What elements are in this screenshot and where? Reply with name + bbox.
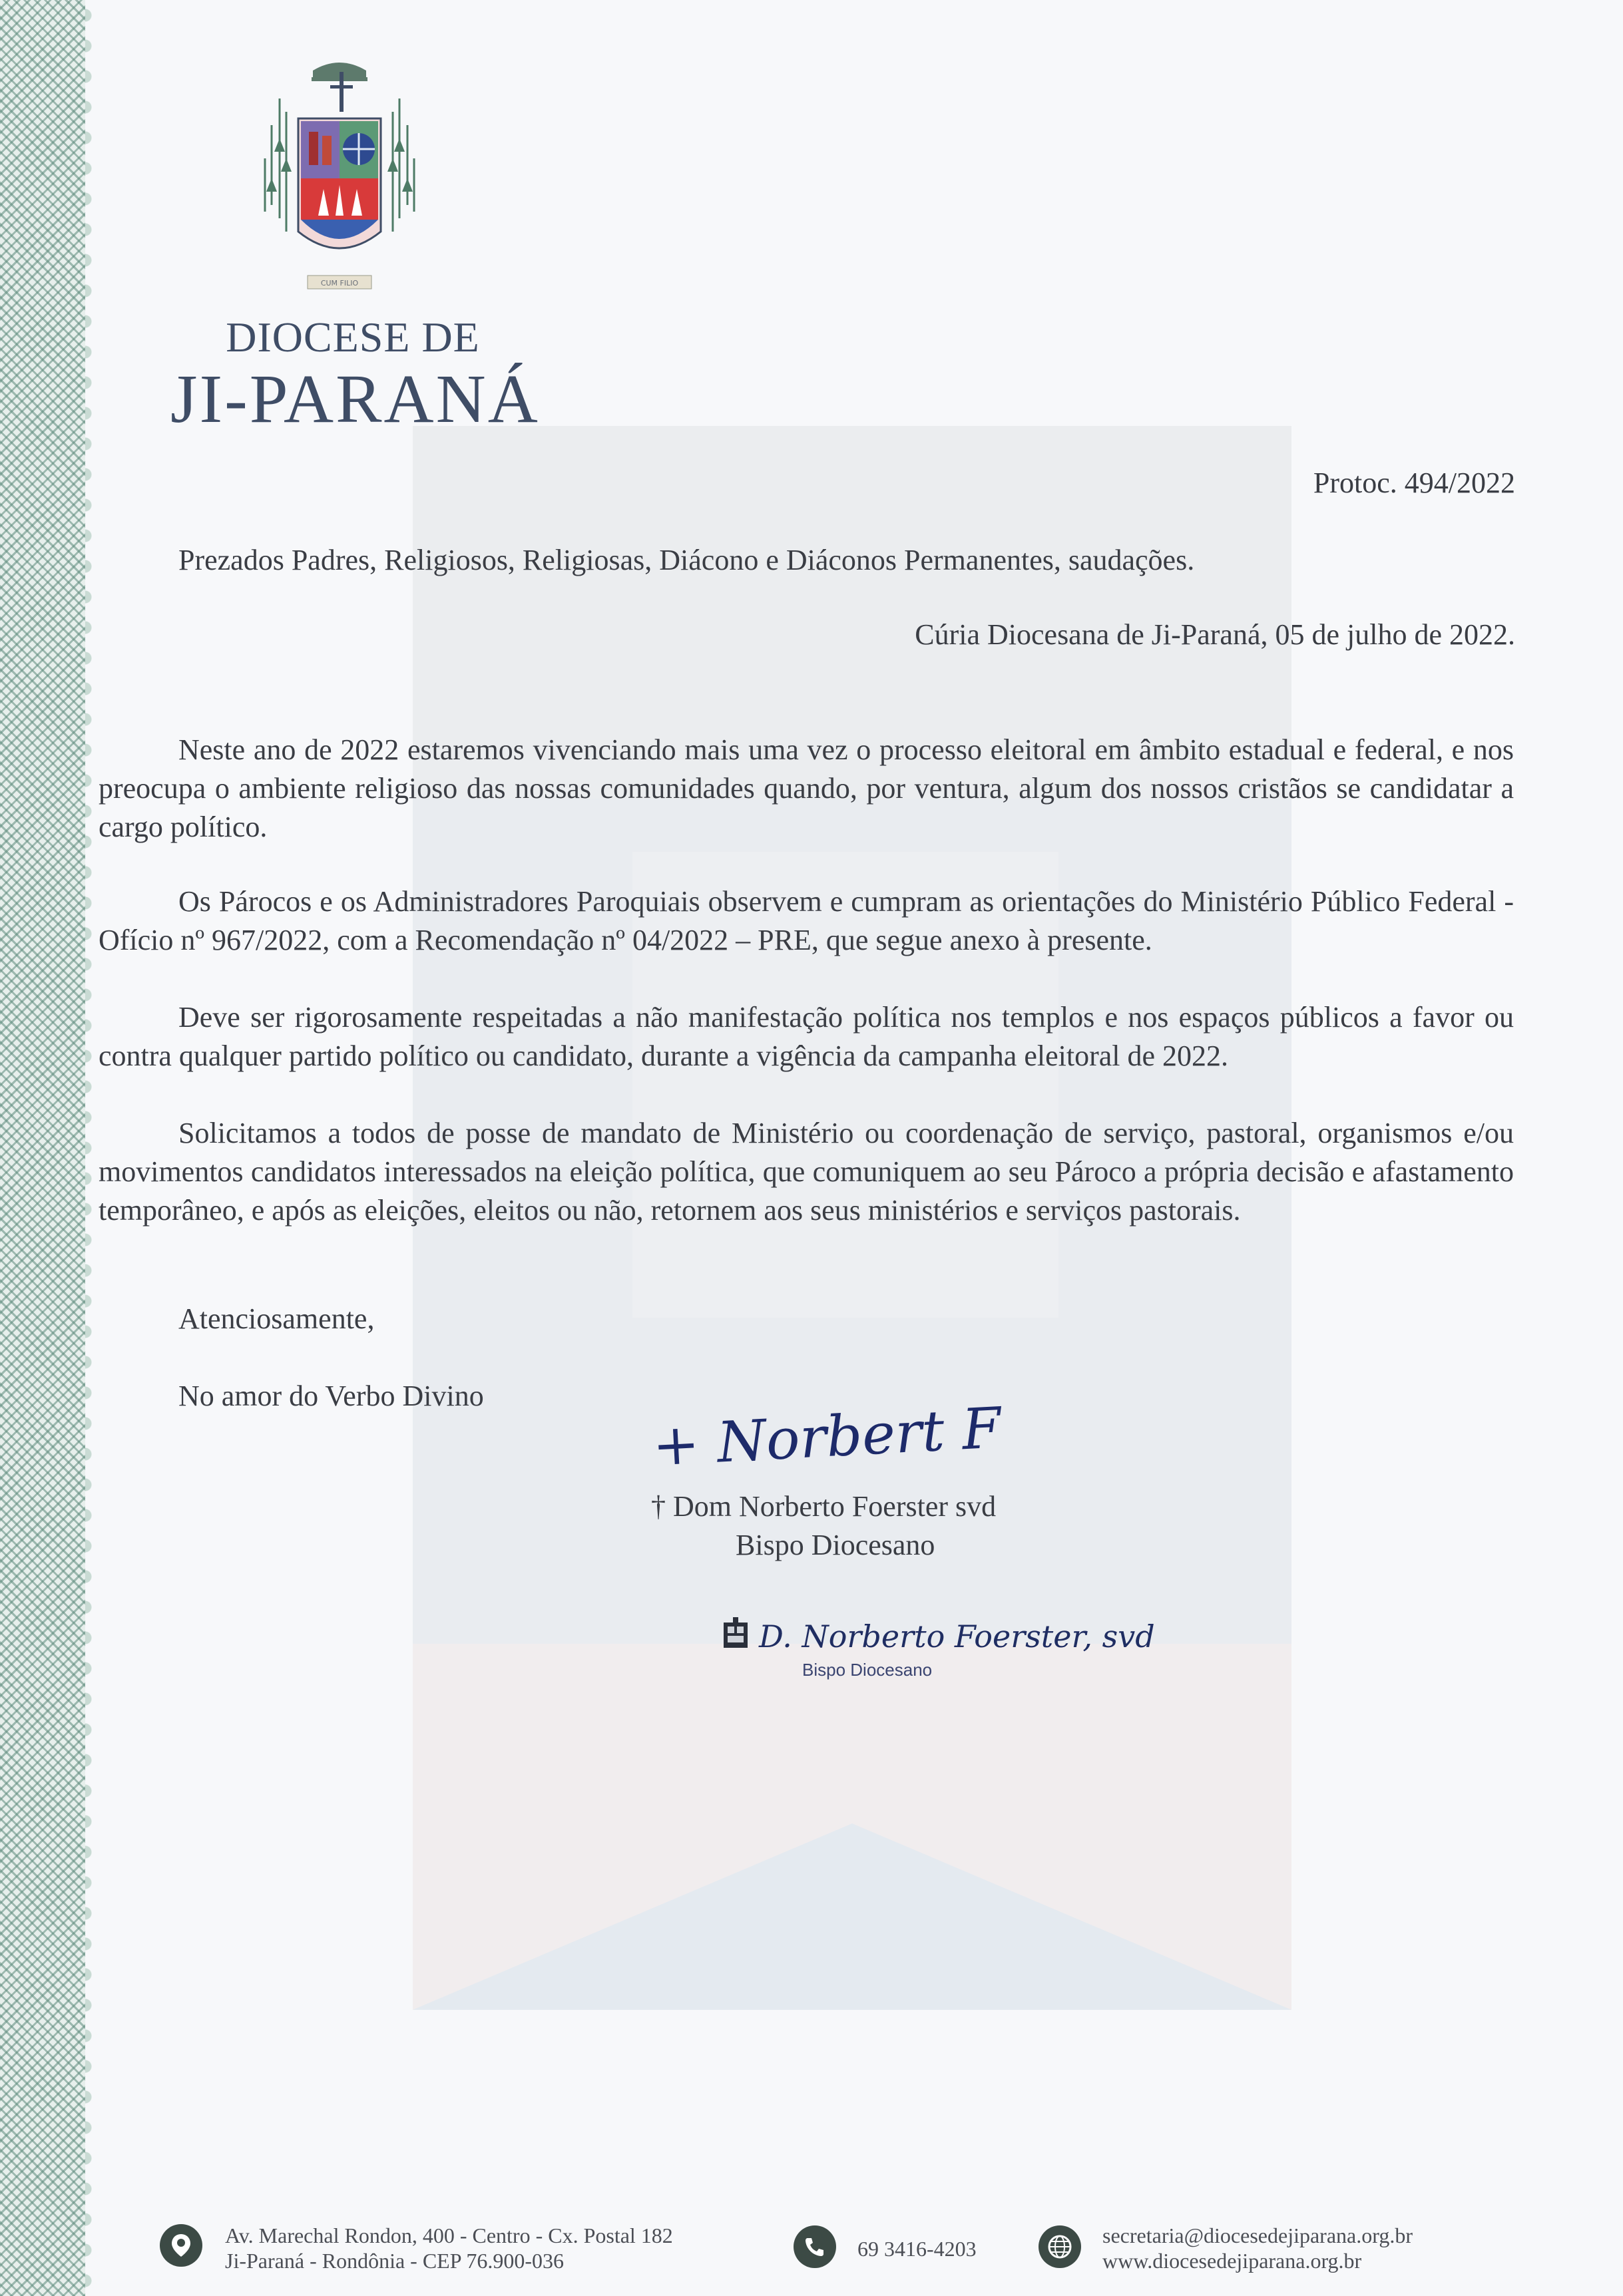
signatory-name: † Dom Norberto Foerster svd	[651, 1490, 997, 1523]
footer-phone: 69 3416-4203	[857, 2237, 977, 2261]
diocese-name: JI-PARANÁ	[170, 361, 540, 437]
closing-salutation: Atenciosamente,	[178, 1302, 375, 1335]
greeting: Prezados Padres, Religiosos, Religiosas, Diácono e Diáconos Permanentes, saudações.	[178, 544, 1195, 576]
phone-icon	[794, 2225, 836, 2268]
footer-address-line: Ji-Paraná - Rondônia - CEP 76.900-036	[225, 2249, 564, 2273]
paragraph: Os Párocos e os Administradores Paroquiais observem e cumpram as orientações do Ministério Público Federal - Ofício nº 967/2022, com a Recomendação nº 04/2022 – PRE, que segue anexo à presente.	[99, 885, 1514, 956]
footer-contacts	[1102, 2223, 1413, 2273]
paragraph: Solicitamos a todos de posse de mandato de Ministério ou coordenação de serviço, pastoral, organismos e/ou movimentos candidatos interessados na eleição política, que comuniquem ao seu Pároco a própria decisão e afastamento temporâneo, e após as eleições, eleitos ou não, retornem aos seus ministérios e serviços pastorais.	[99, 1117, 1514, 1227]
globe-icon	[1039, 2225, 1081, 2268]
svg-text:CUM FILIO: CUM FILIO	[320, 279, 359, 287]
paragraph: Neste ano de 2022 estaremos vivenciando mais uma vez o processo eleitoral em âmbito estadual e federal, e nos preocupa o ambiente religioso das nossas comunidades quando, por ventura, algum dos nossos cristãos se candidatar a cargo político.	[99, 733, 1514, 843]
decorative-border	[0, 0, 85, 2296]
handwritten-signature: + Norbert F	[650, 1395, 1003, 1479]
stamp-role: Bispo Diocesano	[802, 1660, 933, 1680]
place-date: Cúria Diocesana de Ji-Paraná, 05 de julho de 2022.	[915, 618, 1515, 651]
footer-address-line: Av. Marechal Rondon, 400 - Centro - Cx. Postal 182	[225, 2223, 673, 2247]
signatory-title: Bispo Diocesano	[736, 1529, 935, 1561]
closing-phrase: No amor do Verbo Divino	[178, 1380, 484, 1412]
decorative-border-edge	[85, 0, 99, 2296]
location-pin-icon	[160, 2224, 202, 2267]
diocese-crest-logo	[240, 59, 439, 311]
footer-email: secretaria@diocesedejiparana.org.br	[1102, 2223, 1413, 2247]
diocese-label: DIOCESE DE	[226, 313, 480, 361]
footer-website: www.diocesedejiparana.org.br	[1102, 2249, 1362, 2273]
stamp-crest-icon	[722, 1617, 749, 1649]
protocol-number: Protoc. 494/2022	[1313, 467, 1515, 499]
stamp-name: D. Norberto Foerster, svd	[759, 1619, 1155, 1654]
paragraph: Deve ser rigorosamente respeitadas a não manifestação política nos templos e nos espaços públicos a favor ou contra qualquer partido político ou candidato, durante a vigência da campanha eleitoral de 2022.	[99, 1001, 1514, 1072]
footer-address	[225, 2223, 673, 2273]
